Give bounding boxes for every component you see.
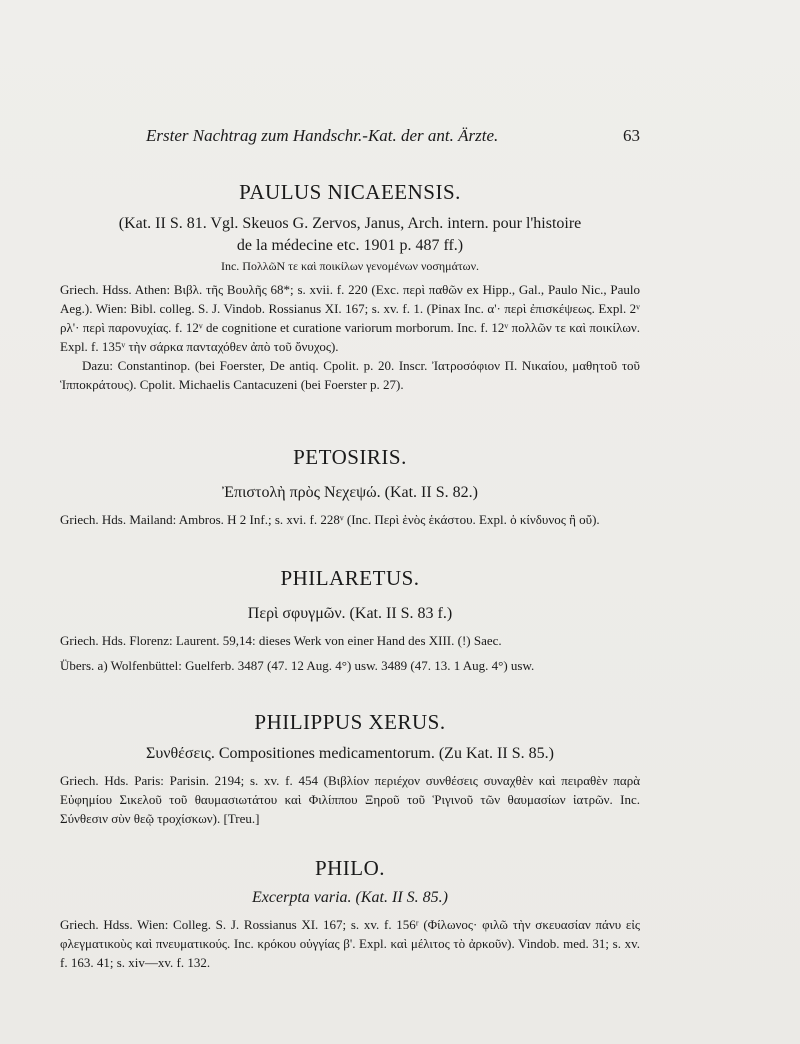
entry-subtitle-line2: de la médecine etc. 1901 p. 487 ff.): [236, 237, 464, 254]
manuscripts-line: Griech. Hds. Florenz: Laurent. 59,14: dieses Werk von einer Hand des XIII. (!) Saec.: [60, 633, 502, 648]
entry-body: [60, 510, 640, 529]
running-head-title: Erster Nachtrag zum Handschr.-Kat. der ant. Ärzte.: [146, 126, 499, 145]
entry-subtitle: Ἐπιστολὴ πρὸς Νεχεψώ. (Kat. II S. 82.): [222, 484, 478, 501]
entry-heading: PAULUS NICAEENSIS.: [239, 180, 461, 204]
entry-philaretus: [60, 566, 640, 675]
entry-heading: PHILARETUS.: [280, 566, 420, 590]
entry-subtitle: Συνθέσεις. Compositiones medicamentorum. (Zu Kat. II S. 85.): [146, 745, 554, 762]
entry-body: [60, 280, 640, 394]
entry-philo: [60, 856, 640, 972]
entry-body: [60, 771, 640, 828]
manuscripts-paragraph: Griech. Hds. Paris: Parisin. 2194; s. xv. f. 454 (Βιβλίον περιέχον συνθέσεις συναχθὲν καὶ πειραθὲν παρὰ Εὐφημίου Σικελοῦ τοῦ θαυμασιωτάτου καὶ Φιλίππου Ξηροῦ τοῦ Ῥιγινοῦ τῶν θαυμασίων ἰατρῶν. Inc. Σύνθεσιν σὺν θεῷ τροχίσκων). [Treu.]: [60, 773, 640, 826]
entry-heading: PHILIPPUS XERUS.: [254, 710, 446, 734]
entry-subtitle-line1: (Kat. II S. 81. Vgl. Skeuos G. Zervos, Janus, Arch. intern. pour l'histoire: [118, 215, 582, 232]
entry-incipit: Inc. ΠολλῶΝ τε καὶ ποικίλων γενομένων νοσημάτων.: [220, 259, 480, 273]
entry-heading: PHILO.: [314, 856, 386, 880]
running-head: [60, 126, 640, 146]
manuscripts-paragraph: Griech. Hdss. Wien: Colleg. S. J. Rossianus XI. 167; s. xv. f. 156ʳ (Φίλωνος· φιλῶ τὴν σκευασίαν πάνυ εἰς φλεγματικοὺς καὶ πνευματικούς. Inc. κρόκου οὐγγίας β'. Expl. καὶ μέλιτος τὸ ἀρκοῦν). Vindob. med. 31; s. xv. f. 163. 41; s. xiv—xv. f. 132.: [60, 917, 640, 970]
entry-philippus-xerus: [60, 710, 640, 828]
entry-petosiris: [60, 445, 640, 529]
entry-subtitle: Excerpta varia. (Kat. II S. 85.): [252, 889, 448, 906]
manuscripts-paragraph: Griech. Hds. Mailand: Ambros. H 2 Inf.; s. xvi. f. 228ᵛ (Inc. Περὶ ἑνὸς ἑκάστου. Expl. ὁ κίνδυνος ἢ οὔ).: [60, 512, 600, 527]
entry-body: [60, 915, 640, 972]
translations-line: Übers. a) Wolfenbüttel: Guelferb. 3487 (47. 12 Aug. 4°) usw. 3489 (47. 13. 1 Aug. 4°) usw.: [60, 658, 535, 673]
entry-subtitle: Περὶ σφυγμῶν. (Kat. II S. 83 f.): [247, 605, 453, 622]
entry-paulus-nicaeensis: [60, 180, 640, 394]
entry-body: [60, 631, 640, 675]
entry-heading: PETOSIRIS.: [293, 445, 407, 469]
page-number: 63: [623, 126, 640, 145]
supplement-paragraph: Dazu: Constantinop. (bei Foerster, De antiq. Cpolit. p. 20. Inscr. Ἰατροσόφιον Π. Νικαίου, μαθητοῦ τοῦ Ἱπποκράτους). Cpolit. Michaelis Cantacuzeni (bei Foerster p. 27).: [60, 358, 640, 392]
manuscripts-paragraph: Griech. Hdss. Athen: Βιβλ. τῆς Βουλῆς 68*; s. xvii. f. 220 (Exc. περὶ παθῶν ex Hipp., Gal., Paulo Nic., Paulo Aeg.). Wien: Bibl. colleg. S. J. Vindob. Rossianus XI. 167; s. xv. f. 1. (Pinax Inc. α'· περὶ ἐπισκέψεως. Expl. 2ᵛ ρλ'· περὶ παρονυχίας. f. 12ᵛ de cognitione et curatione variorum morborum. Inc. f. 12ᵛ πολλῶν τε καὶ ποικίλων. Expl. f. 135ᵛ τὴν σάρκα πανταχόθεν ἀπὸ τοῦ ὄνυχος).: [60, 282, 640, 354]
